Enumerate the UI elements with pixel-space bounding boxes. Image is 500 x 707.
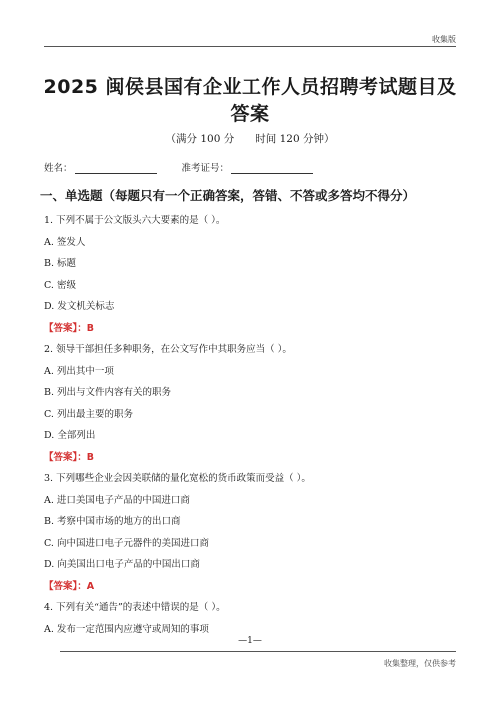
option: D. 发文机关标志 <box>44 301 115 312</box>
option: B. 标题 <box>44 258 77 269</box>
option: B. 考察中国市场的地方的出口商 <box>44 516 181 527</box>
question-list <box>44 214 460 644</box>
footer-rule <box>60 651 456 652</box>
option: B. 列出与文件内容有关的职务 <box>44 387 172 398</box>
document-subtitle: （满分 100 分 时间 120 分钟） <box>165 133 335 145</box>
answer-label: 【答案】：B <box>44 322 94 334</box>
id-label: 准考证号： <box>181 163 230 174</box>
header-tag: 收集版 <box>432 35 456 44</box>
name-label: 姓名： <box>44 163 73 174</box>
option: D. 全部列出 <box>44 430 96 441</box>
footer-note: 收集整理，仅供参考 <box>384 659 456 668</box>
option: D. 向美国出口电子产品的中国出口商 <box>44 559 200 570</box>
candidate-fields <box>44 160 335 174</box>
question-stem: 3. 下列哪些企业会因美联储的量化宽松的货币政策而受益（ ）。 <box>44 473 311 484</box>
option: C. 密级 <box>44 279 76 291</box>
id-field <box>182 160 314 174</box>
question-stem: 4. 下列有关“通告”的表述中错误的是（ ）。 <box>44 602 226 613</box>
section-title: 一、单选题（每题只有一个正确答案，答错、不答或多答均不得分） <box>40 188 416 203</box>
question-stem: 2. 领导干部担任多种职务，在公文写作中其职务应当（ ）。 <box>44 344 292 355</box>
option: A. 进口美国电子产品的中国进口商 <box>44 494 190 506</box>
option: A. 发布一定范围内应遵守或周知的事项 <box>44 623 209 635</box>
question-2 <box>44 343 460 472</box>
option: A. 列出其中一项 <box>44 365 114 377</box>
id-blank <box>231 164 313 174</box>
question-3 <box>44 472 460 601</box>
option: C. 列出最主要的职务 <box>44 408 133 420</box>
answer-label: 【答案】：A <box>44 580 95 592</box>
answer-label: 【答案】：B <box>44 451 94 463</box>
name-field <box>44 160 157 174</box>
name-blank <box>75 164 157 174</box>
option: A. 签发人 <box>44 236 86 248</box>
option: C. 向中国进口电子元器件的美国进口商 <box>44 537 209 549</box>
header-rule <box>44 46 456 47</box>
page-number: —1— <box>238 636 262 646</box>
question-1 <box>44 214 460 343</box>
question-stem: 1. 下列不属于公文版头六大要素的是（ ）。 <box>44 215 226 226</box>
document-title: 2025 闽侯县国有企业工作人员招聘考试题目及答案 <box>43 76 457 125</box>
